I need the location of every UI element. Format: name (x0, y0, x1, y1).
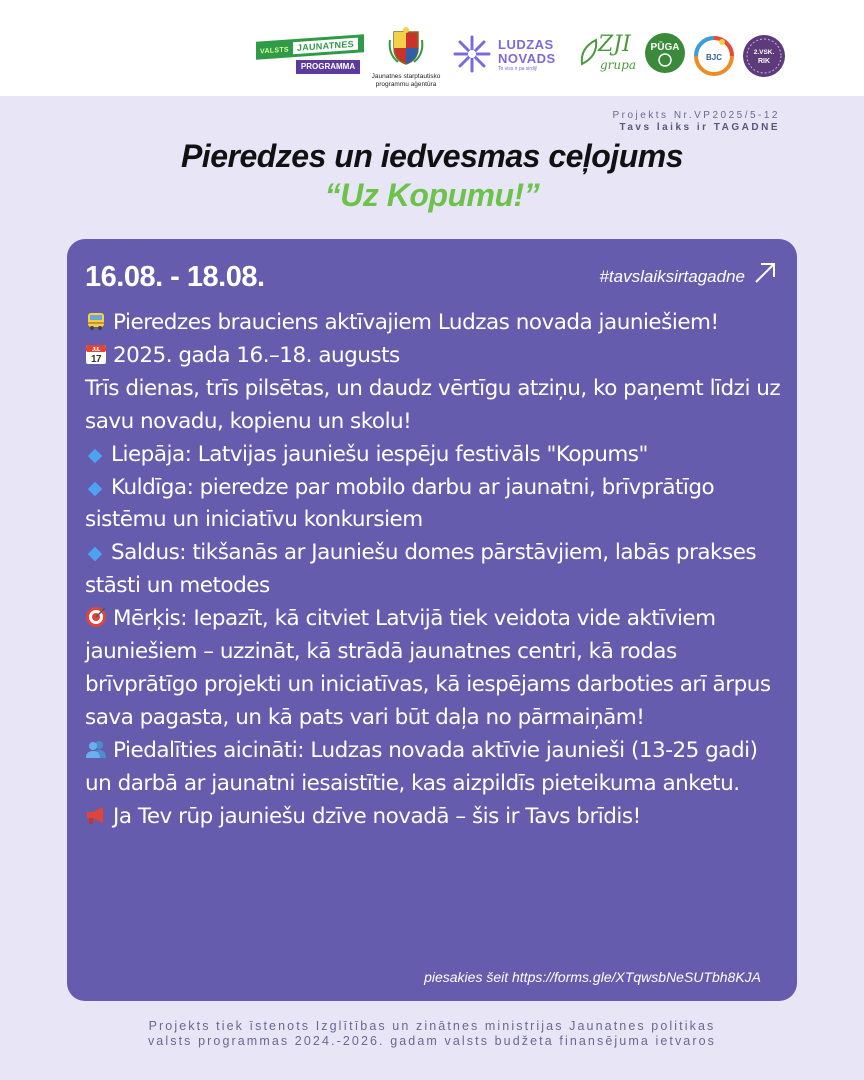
event-description (85, 307, 785, 834)
ludzas-novads-logo (452, 34, 572, 76)
svg-text:17: 17 (90, 353, 102, 365)
line-saldus: Saldus: tikšanās ar Jauniešu domes pārstāvjiem, labās prakses stāsti un metodes (85, 540, 757, 599)
rik-logo (742, 34, 786, 78)
jsppa-text: Jaunatnes starptautisko programmu aģentūra (371, 73, 441, 88)
project-tagline: Tavs laiks ir TAGADNE (619, 122, 780, 133)
svg-text:JUL: JUL (92, 346, 100, 353)
rik-badge-icon (742, 34, 786, 78)
event-hashtag: #tavslaiksirtagadne (599, 267, 745, 286)
zji-sub: grupa (600, 58, 636, 72)
page-title: Pieredzes un iedvesmas ceļojums (180, 138, 684, 174)
rik-line1: 2.VSK. (753, 49, 775, 56)
bjc-logo (692, 34, 736, 78)
footer-line2: valsts programmas 2024.-2026. gadam valsts budžeta finansējuma ietvaros (147, 1034, 717, 1048)
blue-diamond-icon (87, 481, 103, 497)
line-dates: JUL 17 2025. gada 16.–18. augusts (85, 340, 785, 373)
jaunatnes-programma-logo (256, 32, 364, 80)
page-subtitle: “Uz Kopumu!” (324, 177, 540, 213)
line-kuldiga: Kuldīga: pieredze par mobilo darbu ar jaunatni, brīvprātīgo sistēmu un iniciatīvu konkursiem (85, 474, 715, 533)
tram-icon (85, 310, 107, 332)
signup-link[interactable]: piesakies šeit https://forms.gle/XTqwsbNeSUTbh8KJA (424, 969, 761, 985)
jp-logo-small: VALSTS (260, 46, 289, 56)
ludza-line2: NOVADS (498, 51, 556, 66)
calendar-icon (85, 343, 107, 365)
zji-text: ZJI (598, 32, 631, 57)
line-call-to-action: Ja Tev rūp jauniešu dzīve novadā – šis ir Tavs brīdis! (85, 801, 785, 834)
puga-text: PŪGA (650, 42, 680, 53)
line-intro: Pieredzes brauciens aktīvajiem Ludzas novada jauniešiem! (85, 307, 785, 340)
project-number-text: Projekts Nr.VP2025/5-12 (612, 110, 780, 121)
jsppa-logo (366, 26, 446, 86)
logo-bar (0, 0, 864, 96)
target-icon (85, 606, 107, 628)
event-date: 16.08. - 18.08. (85, 261, 265, 293)
puga-logo (644, 32, 686, 74)
rik-line2: RIK (757, 58, 771, 65)
footer-note (0, 1019, 864, 1049)
puga-badge-icon (644, 32, 686, 74)
line-goal: Mērķis: Iepazīt, kā citviet Latvijā tiek veidota vide aktīviem jauniešiem – uzzināt, kā strādā jaunatnes centri, kā rodas brīvprātīgo projekti un iniciatīvas, kā iespējams darboties arī ārpus sava pagasta, un kā pats vari būt daļa no pārmaiņām! (85, 606, 771, 730)
megaphone-icon (85, 804, 107, 826)
line-summary: Trīs dienas, trīs pilsētas, un daudz vērtīgu atziņu, ko paņemt līdzi uz savu novadu, kopienu un skolu! (85, 375, 781, 434)
zji-grupa-logo (578, 32, 640, 76)
bjc-text: BJC (705, 53, 723, 62)
project-number (612, 110, 780, 134)
event-card (67, 239, 797, 1001)
line-liepaja: Liepāja: Latvijas jauniešu iespēju festivāls "Kopums" (85, 439, 785, 472)
leaf-icon (578, 38, 600, 68)
blue-diamond-icon (87, 546, 103, 562)
blue-diamond-icon (87, 448, 103, 464)
footer-line1: Projekts tiek īstenots Izglītības un zinātnes ministrijas Jaunatnes politikas (148, 1019, 716, 1033)
coat-of-arms-icon (388, 26, 424, 66)
line-participants: Piedalīties aicināti: Ludzas novada aktīvie jaunieši (13-25 gadi) un darbā ar jaunatni iesaistītie, kas aizpildīs pieteikuma anketu. (85, 737, 758, 796)
jp-logo-bottom: PROGRAMMA (296, 60, 360, 74)
people-icon (85, 738, 107, 760)
arrow-up-right-icon (753, 261, 777, 285)
ludza-line1: LUDZAS (498, 37, 554, 52)
ludza-star-icon (452, 34, 492, 74)
jp-logo-top: JAUNATNES (293, 38, 358, 55)
bjc-badge-icon (692, 34, 736, 78)
ludza-slogan: Te viss ir pa sirdij! (498, 66, 538, 72)
